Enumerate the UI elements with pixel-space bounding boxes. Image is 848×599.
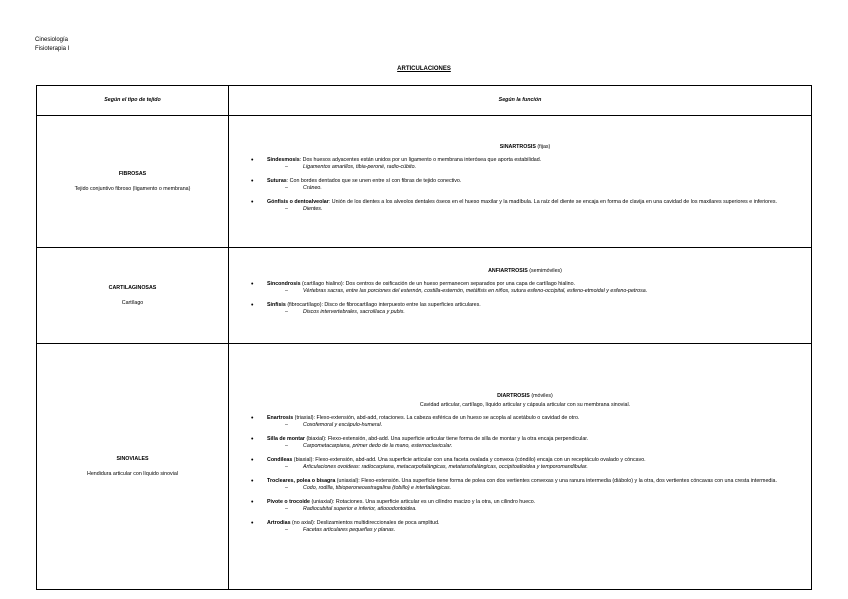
joint-examples bbox=[267, 164, 801, 171]
function-class-name: ANFIARTROSIS bbox=[488, 268, 528, 274]
list-item bbox=[249, 499, 801, 513]
bullet-icon: • bbox=[251, 519, 254, 527]
joints-table bbox=[36, 85, 812, 590]
joint-examples bbox=[267, 464, 801, 471]
document-title: ARTICULACIONES bbox=[397, 66, 451, 72]
example-text: Vértebras sacras, entre las porciones del esternón, costilla-esternón, metáfisis en niños, sutura esfeno-occipital, esfeno-etmoidal y esfeno-petrosa. bbox=[303, 288, 648, 294]
example-text: Facetas articulares pequeñas y planas. bbox=[303, 526, 396, 533]
dash-icon: – bbox=[285, 463, 288, 470]
list-item bbox=[249, 157, 801, 171]
bullet-icon: • bbox=[251, 435, 254, 443]
joint-description: : Con bordes dentados que se unen entre sí con fibras de tejido conectivo. bbox=[286, 177, 462, 184]
bullet-icon: • bbox=[251, 177, 254, 185]
list-item bbox=[249, 415, 801, 429]
bullet-icon: • bbox=[251, 456, 254, 464]
joint-examples bbox=[267, 485, 801, 492]
tissue-cell bbox=[37, 116, 229, 248]
header-subject: Fisioterapia I bbox=[35, 46, 70, 52]
example-text: Coxofemoral y escápulo-humeral. bbox=[303, 421, 383, 428]
tissue-description: Cartílago bbox=[121, 299, 144, 306]
example-text: Articulaciones ovoideas: radiocarpiana, metacarpofalángicas, metatarsofalángicas, occipitoatloidea y temporomandibular. bbox=[303, 463, 588, 470]
function-class-mobility: (semimóviles) bbox=[527, 268, 562, 274]
tissue-description: Tejido conjuntivo fibroso (ligamento o membrana) bbox=[74, 185, 191, 192]
function-class-description: Cavidad articular, cartílago, líquido articular y cápsula articular con su membrana sinovial. bbox=[419, 401, 631, 408]
bullet-icon: • bbox=[251, 498, 254, 506]
bullet-icon: • bbox=[251, 198, 254, 206]
table-header-row bbox=[37, 86, 812, 116]
function-class-mobility: (móviles) bbox=[529, 392, 553, 399]
tissue-cell bbox=[37, 344, 229, 590]
example-text: Carpometacarpiana, primer dedo de la mano, esternoclavicular. bbox=[303, 442, 453, 449]
list-item bbox=[249, 436, 801, 450]
joint-subtype: Enartrosis bbox=[267, 414, 294, 421]
bullet-icon: • bbox=[251, 156, 254, 164]
tissue-type: SINOVIALES bbox=[116, 455, 149, 462]
tissue-description: Hendidura articular con líquido sinovial bbox=[87, 470, 178, 477]
list-item bbox=[249, 199, 801, 213]
joint-subtype: Condíleas bbox=[267, 456, 293, 463]
function-class bbox=[249, 268, 801, 275]
list-item bbox=[249, 178, 801, 192]
joint-subtype: Silla de montar bbox=[267, 435, 305, 442]
example-text: Ligamentos amarillos, tibia-peroné, radio-cúbito. bbox=[303, 163, 417, 170]
list-item bbox=[249, 302, 801, 316]
header-course: Cinesiología bbox=[35, 37, 69, 43]
list-item bbox=[249, 281, 801, 295]
function-class bbox=[249, 144, 801, 151]
joint-examples bbox=[267, 443, 801, 450]
table-row-cartilaginosas bbox=[37, 248, 812, 344]
dash-icon: – bbox=[285, 288, 288, 294]
joint-examples bbox=[267, 506, 801, 513]
dash-icon: – bbox=[285, 526, 288, 533]
joint-subtype: Artrodias bbox=[267, 519, 291, 526]
tissue-type: FIBROSAS bbox=[118, 170, 147, 177]
joint-subtype: Suturas bbox=[267, 177, 287, 184]
dash-icon: – bbox=[285, 421, 288, 428]
column-header-function: Según la función bbox=[229, 86, 812, 116]
joint-description: : Dos huesos adyacentes están unidos por un ligamento o membrana interósea que aporta estabilidad. bbox=[299, 156, 542, 163]
function-class bbox=[249, 393, 801, 400]
dash-icon: – bbox=[285, 205, 288, 212]
function-class-mobility: (fijas) bbox=[535, 143, 551, 150]
joint-description: (uniaxial): Rotaciones. Una superficie articular es un cilindro macizo y la otra, un cilindro hueco. bbox=[309, 498, 536, 505]
joint-description: (uniaxial): Flexo-extensión. Una superficie tiene forma de polea con dos vertientes convexas y una ranura intermedia (diábolo) y la otra, dos vertientes cóncavas con una cresta intermedia. bbox=[335, 477, 777, 484]
joint-examples bbox=[267, 206, 801, 213]
column-header-tissue: Según el tipo de tejido bbox=[37, 86, 229, 116]
joint-description: : Unión de los dientes a los alveolos dentales óseos en el hueso maxilar y la madíbula. La raíz del diente se encaja en forma de clavija en una cavidad de los maxilares superiores e inferiores. bbox=[328, 198, 777, 205]
bullet-icon: • bbox=[251, 302, 254, 309]
example-text: Cráneo. bbox=[303, 184, 322, 191]
dash-icon: – bbox=[285, 484, 288, 491]
dash-icon: – bbox=[285, 184, 288, 191]
example-text: Codo, rodilla, tibioperoneoastragalina (tobillo) e interfalángicas. bbox=[303, 484, 452, 491]
joint-description: (biaxial): Flexo-extensión, abd-add. Una superficie articular con una faceta ovalada y convexa (cóndilo) encaja con un receptáculo ovalado y cóncavo. bbox=[292, 456, 646, 463]
list-item bbox=[249, 520, 801, 534]
dash-icon: – bbox=[285, 163, 288, 170]
joint-subtype: Trocleares, polea o bisagra bbox=[267, 477, 336, 484]
function-class-name: SINARTROSIS bbox=[499, 143, 536, 150]
function-class-name: DIARTROSIS bbox=[497, 392, 530, 399]
function-cell bbox=[229, 248, 812, 344]
joint-description: (no axial): Deslizamientos multidireccionales de poca amplitud. bbox=[290, 519, 440, 526]
joint-examples bbox=[267, 185, 801, 192]
example-text: Dientes. bbox=[303, 205, 323, 212]
joint-examples bbox=[267, 422, 801, 429]
list-item bbox=[249, 478, 801, 492]
bullet-icon: • bbox=[251, 281, 254, 288]
joint-examples bbox=[267, 309, 801, 316]
joint-subtype: Sínfisis bbox=[267, 302, 286, 308]
dash-icon: – bbox=[285, 505, 288, 512]
joint-subtype: Pivote o trocoide bbox=[267, 498, 310, 505]
joint-examples bbox=[267, 527, 801, 534]
list-item bbox=[249, 457, 801, 471]
bullet-icon: • bbox=[251, 414, 254, 422]
joint-subtype: Sindesmosis bbox=[267, 156, 300, 163]
function-cell bbox=[229, 116, 812, 248]
dash-icon: – bbox=[285, 442, 288, 449]
tissue-type: CARTILAGINOSAS bbox=[108, 284, 157, 291]
function-cell bbox=[229, 344, 812, 590]
table-row-fibrosas bbox=[37, 116, 812, 248]
joint-description: (fibrocartílago): Disco de fibrocartílago interpuesto entre las superficies articulares. bbox=[285, 302, 481, 308]
table-row-sinoviales bbox=[37, 344, 812, 590]
example-text: Radiocubital superior e inferior, atlooodontoidea. bbox=[303, 505, 417, 512]
joint-description: (triaxial): Flexo-extensión, abd-add, rotaciones. La cabeza esférica de un hueso se acopla al acetábulo o cavidad de otro. bbox=[293, 414, 580, 421]
bullet-icon: • bbox=[251, 477, 254, 485]
tissue-cell bbox=[37, 248, 229, 344]
joint-description: (biaxial): Flexo-extensión, abd-add. Una superficie articular tiene forma de silla de montar y la otra encaja perpendicular. bbox=[304, 435, 589, 442]
dash-icon: – bbox=[285, 309, 288, 315]
joint-description: (cartílago hialino): Dos centros de osificación de un hueso permanecen separados por una capa de cartílago hialino. bbox=[300, 281, 575, 287]
example-text: Discos intervertebrales, sacroilíaca y pubis. bbox=[303, 309, 405, 315]
joint-subtype: Sincondrosis bbox=[267, 281, 301, 287]
joint-subtype: Gónfisis o dentoalveolar bbox=[267, 198, 329, 205]
joint-examples bbox=[267, 288, 801, 295]
